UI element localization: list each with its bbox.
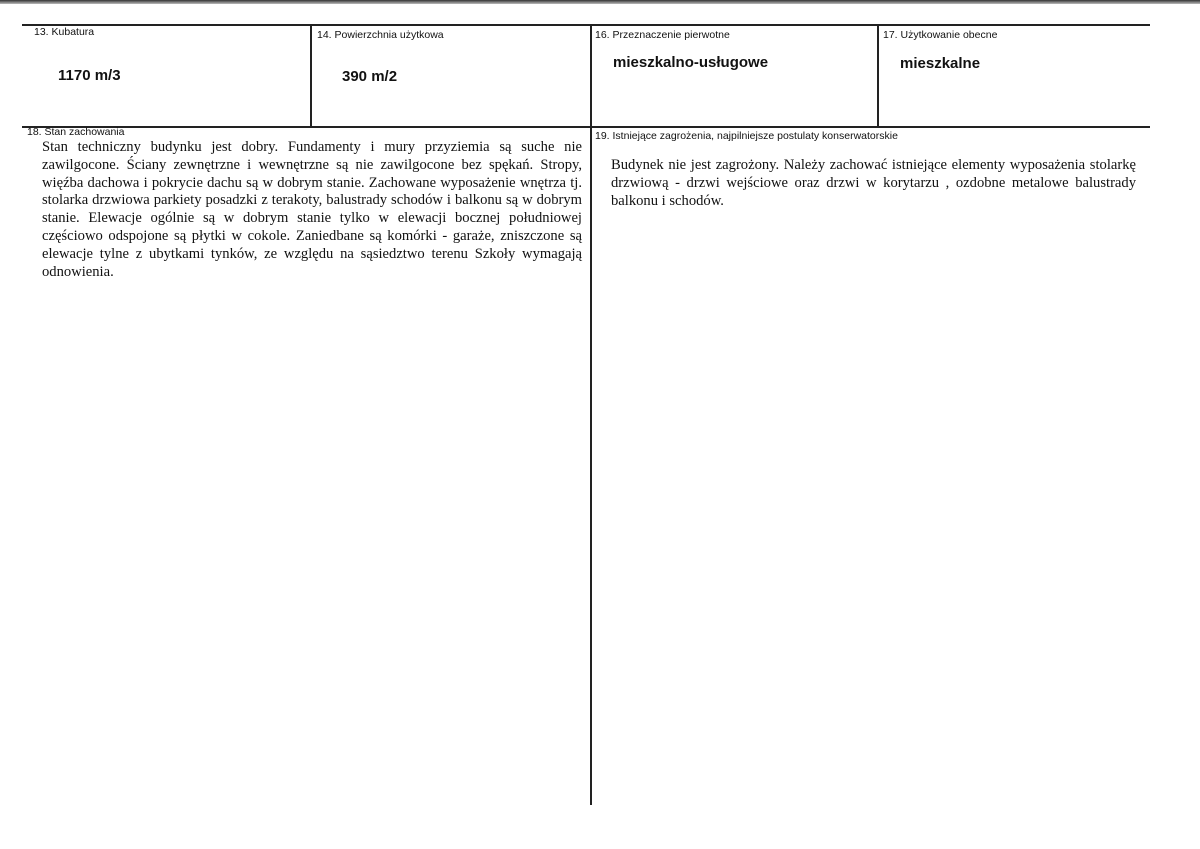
column-divider — [310, 24, 312, 127]
field-value: mieszkalno-usługowe — [613, 54, 769, 71]
field-text: Budynek nie jest zagrożony. Należy zachować istniejące elementy wyposażenia stolarkę drzwiową - drzwi wejściowe oraz drzwi w korytarzu , ozdobne metalowe balustrady balkonu i schodów. — [611, 157, 1136, 209]
field-value: 1170 m/3 — [58, 67, 121, 84]
field-text: Stan techniczny budynku jest dobry. Fundamenty i mury przyziemia są suche nie zawilgocone. Ściany zewnętrzne i wewnętrzne są nie zawilgocone bez spękań. Stropy, więźba dachowa i pokrycie dachu są w dobrym stanie. Zachowane wyposażenie wnętrza tj. stolarka drzwiowa parkiety posadzki z terakoty, balustrady schodów i balkonu są w dobrym stanie. Elewacje ogólnie są w dobrym stanie tylko w elewacji bocznej południowej częściowo odspojone są płytki w cokole. Zaniedbane są komórki - garaże, zniszczone są elewacje tylne z ubytkami tynków, ze względu na sąsiedztwo terenu Szkoły wymagają odnowienia. — [42, 139, 582, 280]
scan-edge — [0, 0, 1200, 4]
field-label: 18. Stan zachowania — [27, 126, 125, 138]
field-label: 17. Użytkowanie obecne — [883, 29, 998, 41]
field-label: 16. Przeznaczenie pierwotne — [595, 29, 730, 41]
column-divider — [590, 24, 592, 805]
field-label: 19. Istniejące zagrożenia, najpilniejsze postulaty konserwatorskie — [595, 130, 898, 142]
row-divider — [22, 126, 1150, 128]
field-value: mieszkalne — [900, 55, 981, 72]
field-label: 13. Kubatura — [34, 26, 95, 38]
column-divider — [877, 24, 879, 127]
field-value: 390 m/2 — [342, 68, 398, 85]
table-top-border — [22, 24, 1150, 26]
field-label: 14. Powierzchnia użytkowa — [317, 29, 444, 41]
